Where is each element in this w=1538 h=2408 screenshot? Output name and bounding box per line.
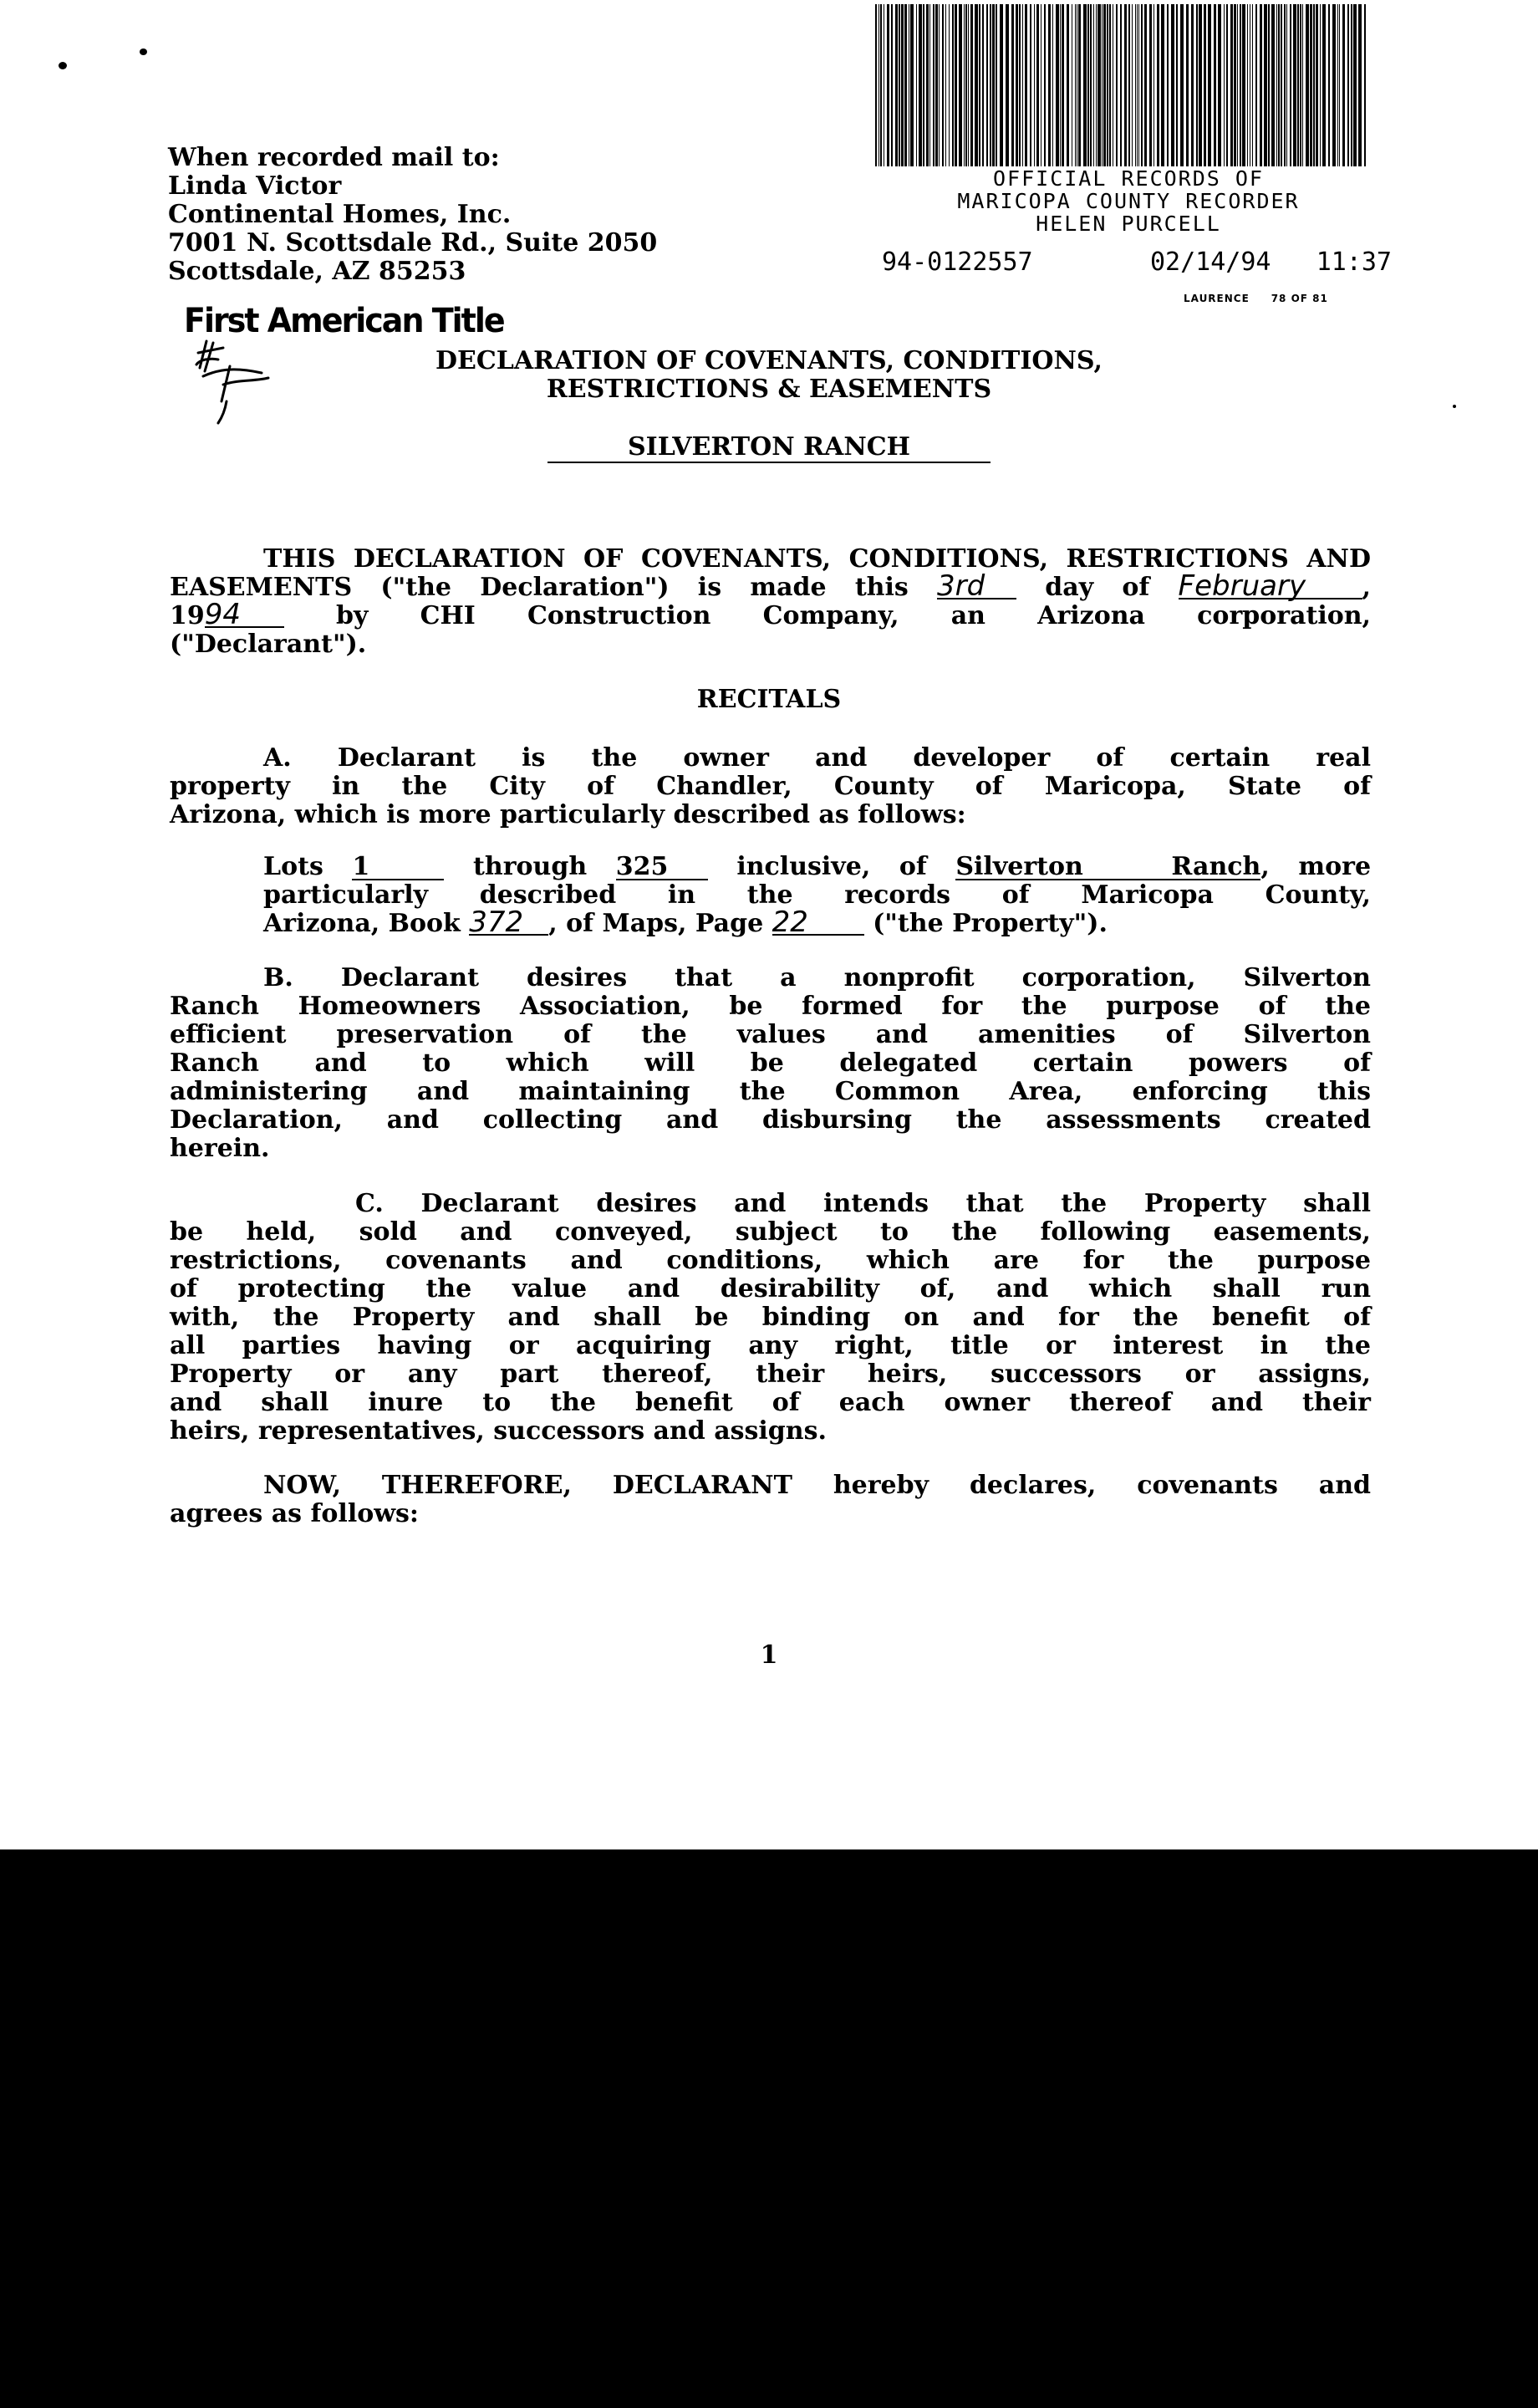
recitals-heading: RECITALS — [696, 685, 842, 714]
intro-text: 19 — [170, 601, 205, 630]
recital-a — [170, 744, 1371, 829]
barcode-bar — [895, 4, 898, 166]
barcode-bar — [1230, 4, 1233, 166]
barcode-bar — [1016, 4, 1018, 166]
barcode-bar — [1022, 4, 1023, 166]
barcode-bar — [968, 4, 969, 166]
barcode-bar — [1075, 4, 1076, 166]
barcode-bar — [1191, 4, 1194, 166]
barcode-bar — [1290, 4, 1291, 166]
barcode-bar — [1320, 4, 1321, 166]
barcode-bar — [1313, 4, 1315, 166]
lots-text: ("the Property"). — [873, 909, 1108, 938]
barcode-bar — [875, 4, 877, 166]
recital-c-line-2: be held, sold and conveyed, subject to the following easements, — [170, 1217, 1371, 1247]
barcode-bar — [949, 4, 950, 166]
mail-to-company: Continental Homes, Inc. — [168, 200, 512, 229]
barcode-bar — [1214, 4, 1216, 166]
lots-text: Lots — [263, 852, 323, 881]
barcode-bar — [935, 4, 938, 166]
intro-paragraph — [170, 545, 1371, 659]
lots-from: 1 — [352, 855, 444, 880]
barcode-bar — [1128, 4, 1130, 166]
barcode-bar — [970, 4, 973, 166]
lots-to: 325 — [616, 855, 708, 880]
barcode-bar — [910, 4, 914, 166]
intro-line-2: EASEMENTS ("the Declaration") is made this 3rd day of February , — [170, 569, 1371, 603]
barcode-bar — [929, 4, 930, 166]
barcode-bar — [939, 4, 940, 166]
barcode-bar — [1135, 4, 1136, 166]
lots-text: inclusive, of — [736, 852, 927, 881]
mail-to-street: 7001 N. Scottsdale Rd., Suite 2050 — [168, 228, 658, 258]
recorder-clerk: LAURENCE — [1184, 293, 1250, 304]
barcode-bar — [901, 4, 904, 166]
barcode-bar — [1109, 4, 1111, 166]
barcode-bar — [1176, 4, 1178, 166]
month-text: February — [1178, 569, 1306, 603]
recital-c-line-4: of protecting the value and desirability of, and which shall run — [170, 1274, 1371, 1303]
barcode-bar — [1087, 4, 1089, 166]
barcode-bar — [1255, 4, 1257, 166]
recording-time: 11:37 — [1316, 247, 1392, 277]
barcode-bar — [945, 4, 946, 166]
recital-a-line-2: property in the City of Chandler, County of Maricopa, State of — [170, 772, 1371, 801]
barcode-bar — [1218, 4, 1221, 166]
barcode-bar — [1293, 4, 1296, 166]
barcode-bar — [919, 4, 922, 166]
barcode-bar — [986, 4, 988, 166]
barcode-bar — [1351, 4, 1352, 166]
barcode-bar — [1138, 4, 1139, 166]
barcode-bar — [982, 4, 984, 166]
intro-line-1: THIS DECLARATION OF COVENANTS, CONDITIONS, RESTRICTIONS AND — [263, 544, 1371, 574]
barcode-bar — [1096, 4, 1097, 166]
lots-line-2: particularly described in the records of Maricopa County, — [263, 880, 1371, 910]
barcode-bar — [1199, 4, 1202, 166]
barcode-bar — [899, 4, 900, 166]
recital-a-line-3: Arizona, which is more particularly described as follows: — [170, 800, 966, 829]
barcode-bar — [926, 4, 929, 166]
barcode-bar — [1322, 4, 1326, 166]
barcode-bar — [1268, 4, 1270, 166]
barcode-bar — [880, 4, 882, 166]
barcode-bar — [1044, 4, 1046, 166]
handwritten-book: 372 — [469, 911, 548, 936]
barcode-bar — [1060, 4, 1061, 166]
barcode-bar — [1171, 4, 1174, 166]
barcode-bar — [1157, 4, 1159, 166]
recorder-page-count: 78 OF 81 — [1271, 293, 1328, 304]
barcode-bar — [1264, 4, 1267, 166]
barcode-bar — [975, 4, 978, 166]
barcode-bar — [1316, 4, 1318, 166]
mail-to-heading: When recorded mail to: — [168, 143, 500, 172]
barcode-bar — [933, 4, 935, 166]
lots-name-group — [955, 852, 1371, 881]
barcode-bar — [1019, 4, 1021, 166]
barcode-bar — [916, 4, 917, 166]
lots-text: Arizona, Book — [263, 909, 461, 938]
barcode-bar — [1240, 4, 1241, 166]
barcode-bar — [1237, 4, 1238, 166]
barcode-bar — [887, 4, 889, 166]
barcode-bar — [965, 4, 967, 166]
barcode-bar — [1000, 4, 1003, 166]
barcode-bar — [1036, 4, 1039, 166]
recital-c-line-1: C. Declarant desires and intends that the Property shall — [355, 1189, 1371, 1218]
barcode-bar — [891, 4, 893, 166]
barcode-bar — [1078, 4, 1081, 166]
barcode-bar — [1281, 4, 1282, 166]
barcode-bar — [952, 4, 954, 166]
recital-a-line-1: A. Declarant is the owner and developer of certain real — [263, 743, 1371, 773]
barcode-bar — [1276, 4, 1277, 166]
recital-c — [170, 1190, 1371, 1446]
intro-year-group — [170, 598, 284, 631]
barcode-bar — [955, 4, 957, 166]
scan-speck — [140, 48, 147, 55]
recording-number-row — [882, 247, 1392, 277]
barcode-bar — [1286, 4, 1287, 166]
barcode-bar — [1364, 4, 1366, 166]
barcode-icon — [873, 4, 1368, 166]
recorder-line-1: OFFICIAL RECORDS OF — [993, 166, 1264, 191]
barcode-bar — [1120, 4, 1122, 166]
barcode-bar — [1107, 4, 1108, 166]
recital-c-line-3: restrictions, covenants and conditions, which are for the purpose — [170, 1246, 1371, 1275]
barcode-bar — [923, 4, 924, 166]
intro-text: EASEMENTS ("the Declaration") is made this — [170, 573, 909, 602]
recital-c-line-6: all parties having or acquiring any right, title or interest in the — [170, 1331, 1371, 1360]
barcode-bar — [1247, 4, 1248, 166]
title-company-stamp: First American Title — [184, 301, 504, 340]
barcode-bar — [878, 4, 879, 166]
closing-line-2: agrees as follows: — [170, 1499, 420, 1528]
barcode-bar — [1116, 4, 1118, 166]
barcode-bar — [964, 4, 965, 166]
barcode-bar — [1062, 4, 1064, 166]
mail-to-name: Linda Victor — [168, 171, 342, 201]
recital-b-line-4: Ranch and to which will be delegated certain powers of — [170, 1048, 1371, 1078]
scan-speck — [1453, 405, 1456, 408]
lots-text: , of Maps, Page — [548, 909, 764, 938]
recorder-line-3: HELEN PURCELL — [1036, 212, 1221, 236]
lots-description — [263, 853, 1371, 938]
barcode-bar — [1196, 4, 1198, 166]
barcode-bar — [1328, 4, 1330, 166]
barcode-bar — [1097, 4, 1101, 166]
handwritten-year: 94 — [205, 603, 284, 628]
barcode-bar — [1226, 4, 1228, 166]
barcode-bar — [1342, 4, 1345, 166]
barcode-bar — [1252, 4, 1253, 166]
recorder-line-2: MARICOPA COUNTY RECORDER — [957, 189, 1300, 213]
barcode-bar — [1052, 4, 1053, 166]
barcode-bar — [1006, 4, 1009, 166]
lots-line-3 — [263, 906, 1371, 939]
recital-b — [170, 964, 1371, 1163]
recital-b-line-7: herein. — [170, 1134, 270, 1163]
barcode-bar — [1167, 4, 1169, 166]
barcode-bar — [1242, 4, 1245, 166]
barcode-bar — [1124, 4, 1127, 166]
barcode-bar — [1306, 4, 1309, 166]
barcode-bar — [1011, 4, 1014, 166]
barcode-bar — [1083, 4, 1087, 166]
barcode-bar — [1284, 4, 1286, 166]
document-number: 94-0122557 — [882, 247, 1033, 277]
barcode-bar — [959, 4, 962, 166]
barcode-bar — [1358, 4, 1362, 166]
barcode-bar — [1090, 4, 1092, 166]
barcode-bar — [1297, 4, 1299, 166]
barcode-bar — [1030, 4, 1031, 166]
barcode-bar — [996, 4, 997, 166]
recorder-stamp — [886, 167, 1371, 235]
recording-date-time — [1150, 247, 1392, 277]
barcode-bar — [1067, 4, 1069, 166]
barcode-bar — [1339, 4, 1340, 166]
recital-b-line-1: B. Declarant desires that a nonprofit corporation, Silverton — [263, 963, 1371, 992]
barcode-bar — [1347, 4, 1349, 166]
barcode-bar — [1271, 4, 1275, 166]
barcode-bar — [1034, 4, 1035, 166]
barcode-bar — [1353, 4, 1357, 166]
recording-date: 02/14/94 — [1150, 247, 1271, 277]
barcode-bar — [1103, 4, 1106, 166]
mail-to-block — [168, 144, 657, 286]
barcode-bar — [1132, 4, 1133, 166]
barcode-bar — [1102, 4, 1103, 166]
recital-c-line-5: with, the Property and shall be binding on and for the benefit of — [170, 1303, 1371, 1332]
subdivision-name: SILVERTON RANCH — [547, 433, 991, 463]
barcode-bar — [1149, 4, 1152, 166]
barcode-bar — [1186, 4, 1189, 166]
scan-speck — [59, 62, 67, 69]
barcode-bar — [1144, 4, 1147, 166]
barcode-bar — [990, 4, 991, 166]
handwritten-page: 22 — [772, 911, 864, 936]
handwritten-day: 3rd — [937, 574, 1016, 599]
barcode-bar — [942, 4, 944, 166]
intro-text: by CHI Construction Company, an Arizona corporation, — [335, 601, 1372, 630]
barcode-bar — [1332, 4, 1336, 166]
lots-text: through — [473, 852, 588, 881]
recital-b-line-6: Declaration, and collecting and disbursing the assessments created — [170, 1105, 1371, 1135]
barcode-bar — [1056, 4, 1059, 166]
barcode-bar — [992, 4, 995, 166]
barcode-bar — [1302, 4, 1303, 166]
recital-b-line-5: administering and maintaining the Common Area, enforcing this — [170, 1077, 1371, 1106]
handwritten-month — [1178, 569, 1362, 603]
barcode-bar — [904, 4, 907, 166]
barcode-bar — [1025, 4, 1027, 166]
barcode-bar — [1137, 4, 1138, 166]
lots-line-1 — [263, 853, 1371, 881]
barcode-bar — [1048, 4, 1051, 166]
recital-b-line-2: Ranch Homeowners Association, be formed for the purpose of the — [170, 992, 1371, 1021]
barcode-bar — [1093, 4, 1094, 166]
barcode-bar — [1161, 4, 1164, 166]
barcode-bar — [1300, 4, 1301, 166]
title-line-2: RESTRICTIONS & EASEMENTS — [546, 375, 992, 404]
barcode-bar — [1208, 4, 1211, 166]
recital-c-line-9: heirs, representatives, successors and assigns. — [170, 1416, 827, 1446]
recital-b-line-3: efficient preservation of the values and amenities of Silverton — [170, 1020, 1371, 1049]
title-line-1: DECLARATION OF COVENANTS, CONDITIONS, — [435, 346, 1103, 375]
barcode-bar — [1141, 4, 1143, 166]
intro-line-3 — [170, 598, 1372, 631]
recorder-clerk-line — [1184, 293, 1328, 304]
barcode-bar — [1224, 4, 1225, 166]
barcode-bar — [1234, 4, 1236, 166]
document-title — [318, 347, 1220, 404]
intro-line-4: ("Declarant"). — [170, 630, 367, 659]
barcode-bar — [979, 4, 980, 166]
scan-black-border — [0, 1849, 1538, 2408]
barcode-bar — [1337, 4, 1338, 166]
barcode-bar — [1260, 4, 1262, 166]
mail-to-city: Scottsdale, AZ 85253 — [168, 257, 466, 286]
barcode-bar — [1310, 4, 1312, 166]
recital-c-line-7: Property or any part thereof, their heirs, successors or assigns, — [170, 1360, 1371, 1389]
handwritten-initials-icon — [188, 334, 280, 426]
subdivision-link-text: Silverton Ranch — [955, 852, 1261, 881]
barcode-bar — [1180, 4, 1184, 166]
closing-line-1: NOW, THEREFORE, DECLARANT hereby declares, covenants and — [263, 1471, 1371, 1500]
barcode-bar — [1278, 4, 1280, 166]
closing-paragraph — [170, 1472, 1371, 1528]
barcode-bar — [1204, 4, 1206, 166]
page-number: 1 — [760, 1640, 778, 1670]
recital-c-line-8: and shall inure to the benefit of each owner thereof and their — [170, 1388, 1371, 1417]
intro-text: day of — [1045, 573, 1150, 602]
lots-text: , more — [1260, 852, 1372, 881]
